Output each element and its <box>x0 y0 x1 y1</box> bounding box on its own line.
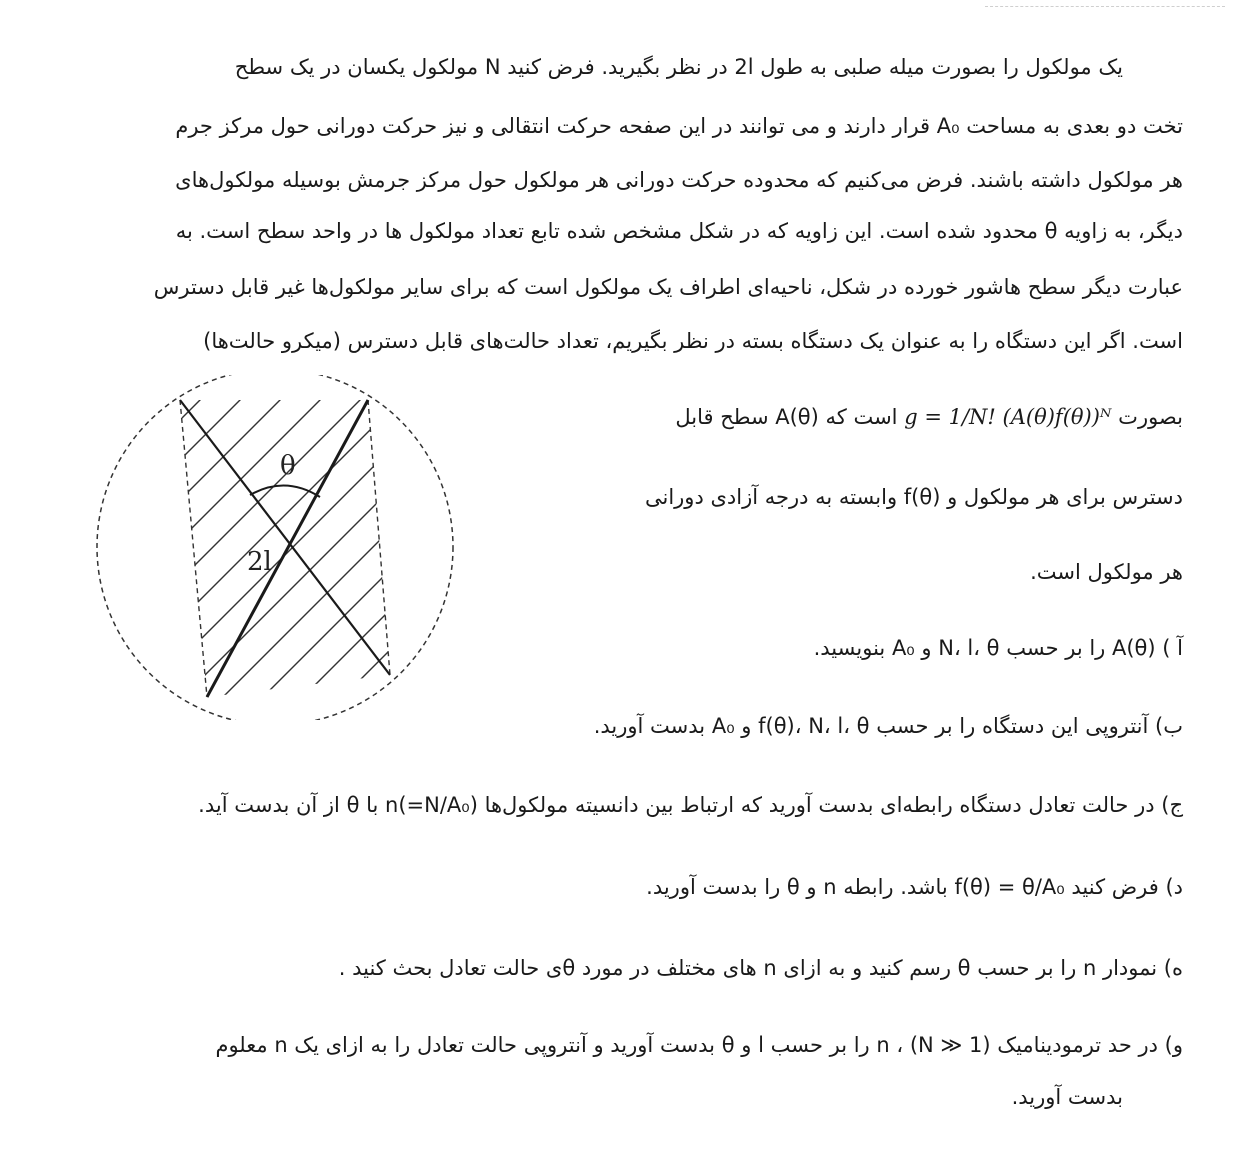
question-b: ب) آنتروپی این دستگاه را بر حسب f(θ)، N، l، θ و A₀ بدست آورید. <box>593 714 1183 738</box>
boundary-left <box>180 400 207 697</box>
theta-label: θ <box>280 451 296 481</box>
molecule-figure <box>95 375 465 720</box>
paragraph-line-2: تخت دو بعدی به مساحت A₀ قرار دارند و می توانند در این صفحه حرکت انتقالی و نیز حرکت دورانی حول مرکز جرم <box>175 114 1183 138</box>
question-f-line-1: و) در حد ترمودینامیک (N ≫ 1) ، n را بر حسب l و θ بدست آورید و آنتروپی حالت تعادل را به ازای یک n معلوم <box>215 1033 1183 1057</box>
paragraph-line-6: است. اگر این دستگاه را به عنوان یک دستگاه بسته در نظر بگیریم، تعداد حالت‌های قابل دسترس (میکرو حالت‌ها) <box>203 329 1183 353</box>
accessible-area-line: دسترس برای هر مولکول و f(θ) وابسته به درجه آزادی دورانی <box>644 485 1183 509</box>
formula-line <box>675 402 1183 432</box>
formula-suffix: است که A(θ) سطح قابل <box>675 405 898 429</box>
question-c: ج) در حالت تعادل دستگاه رابطه‌ای بدست آورید که ارتباط بین دانسیته مولکول‌ها (n(=N/A₀ با θ از آن بدست آید. <box>198 793 1183 817</box>
formula-prefix: بصورت <box>1118 405 1183 429</box>
molecule-rod <box>207 400 368 697</box>
dashed-circle <box>97 375 453 720</box>
g-formula: g = 1/N! (A(θ)f(θ))ᴺ <box>904 405 1112 429</box>
paragraph-line-5: عبارت دیگر سطح هاشور خورده در شکل، ناحیه‌ای اطراف یک مولکول است که برای سایر مولکول‌ها غیر قابل دسترس <box>153 275 1183 299</box>
question-f-line-2: بدست آورید. <box>1011 1085 1123 1109</box>
paragraph-line-1: یک مولکول را بصورت میله صلبی به طول 2l در نظر بگیرید. فرض کنید N مولکول یکسان در یک سطح <box>234 55 1123 79</box>
question-d: د) فرض کنید f(θ) = θ/A₀ باشد. رابطه n و θ را بدست آورید. <box>646 875 1183 899</box>
paragraph-line-3: هر مولکول داشته باشند. فرض می‌کنیم که محدوده حرکت دورانی هر مولکول حول مرکز جرمش بوسیله مولکول‌های <box>175 168 1183 192</box>
theta-arc <box>250 485 320 497</box>
length-label: 2l <box>247 547 272 577</box>
rotation-line: هر مولکول است. <box>1030 560 1183 584</box>
question-e: ه) نمودار n را بر حسب θ رسم کنید و به ازای n های مختلف در مورد θی حالت تعادل بحث کنید . <box>338 956 1183 980</box>
paragraph-line-4: دیگر، به زاویه θ محدود شده است. این زاویه که در شکل مشخص شده تابع تعداد مولکول ها در واحد سطح است. به <box>175 219 1183 243</box>
boundary-right <box>368 400 390 675</box>
hatched-region <box>95 375 465 720</box>
scan-artifact-line <box>985 6 1225 8</box>
question-a: آ ) A(θ) را بر حسب N، l، θ و A₀ بنویسید. <box>813 636 1183 660</box>
